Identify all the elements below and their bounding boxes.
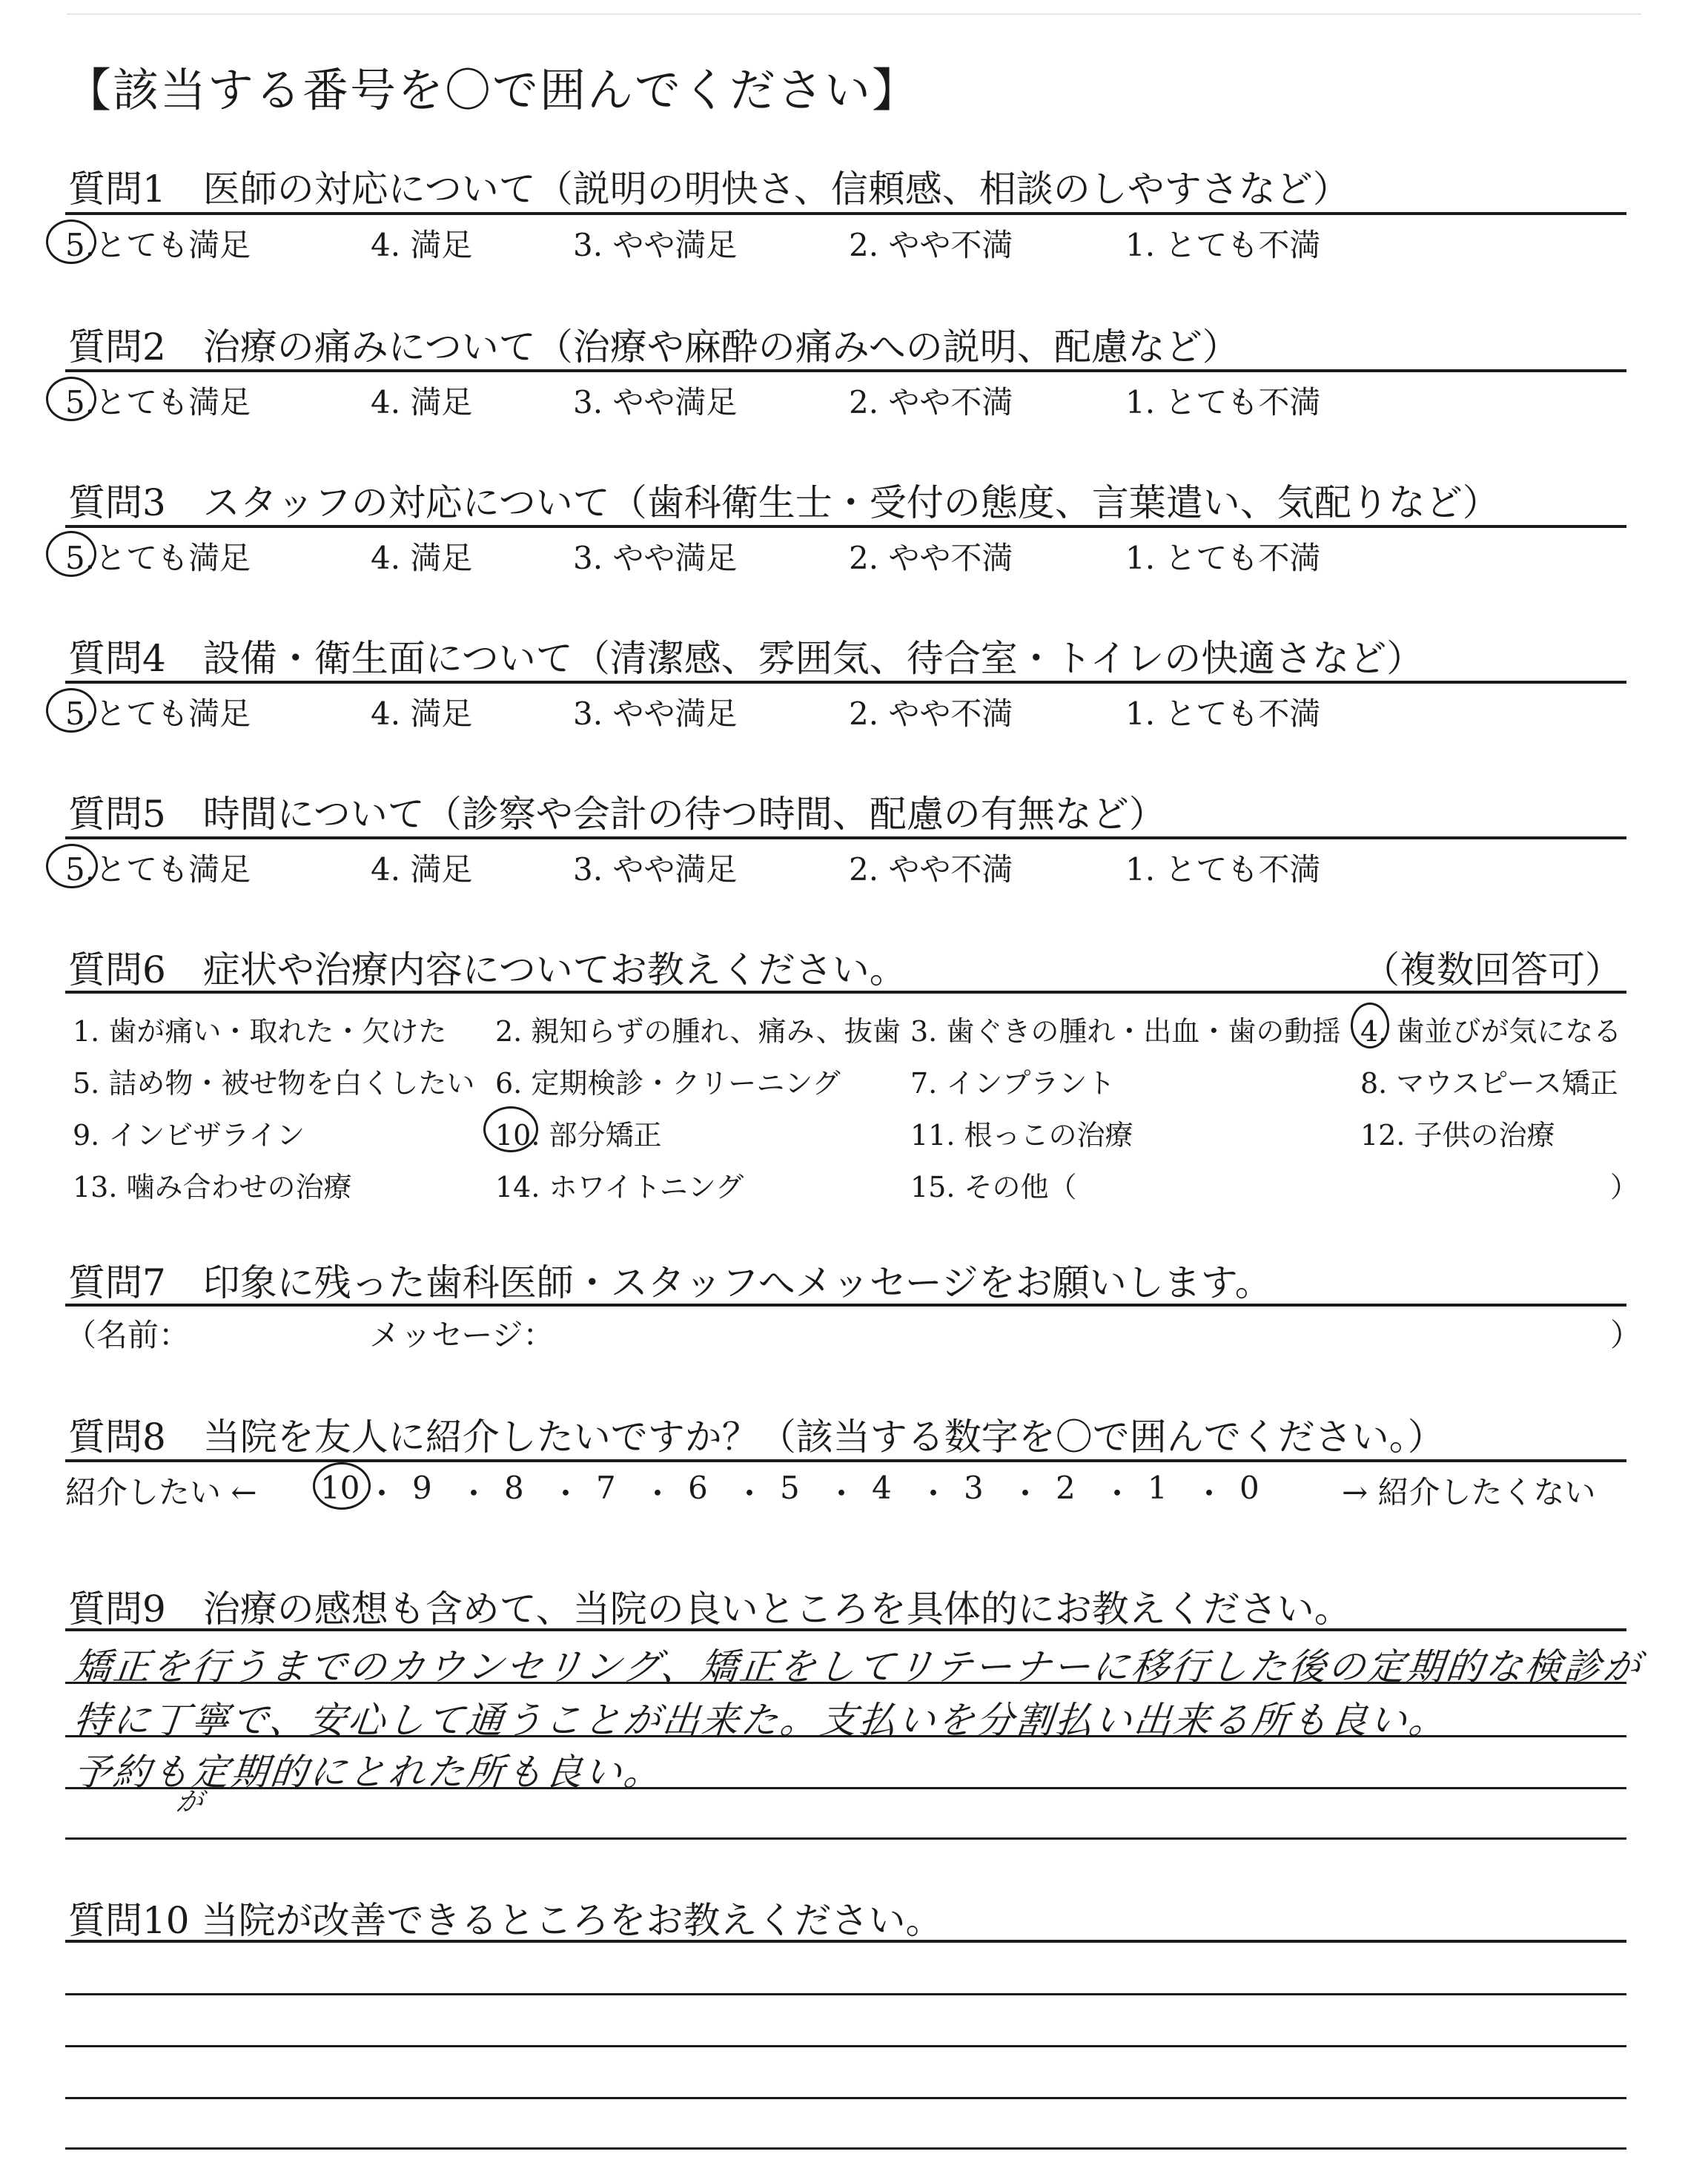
q8-left-label: 紹介したい ← <box>65 1474 257 1510</box>
q4-option-5[interactable]: 5.とても満足 <box>65 696 251 732</box>
q1-rule <box>65 212 1626 215</box>
q10-rule-1 <box>65 1940 1626 1943</box>
q8-scale-6[interactable]: 6 <box>688 1470 708 1506</box>
q8-scale-1[interactable]: 1 <box>1148 1470 1168 1506</box>
q1-title: 質問1 医師の対応について（説明の明快さ、信頼感、相談のしやすさなど） <box>68 168 1350 211</box>
q7-title: 質問7 印象に残った歯科医師・スタッフへメッセージをお願いします。 <box>68 1261 1272 1304</box>
q8-scale-separator: ・ <box>734 1476 766 1512</box>
q2-option-3[interactable]: 3. やや満足 <box>573 384 738 420</box>
q2-option-4[interactable]: 4. 満足 <box>371 384 473 420</box>
scan-top-edge <box>67 13 1641 15</box>
q8-scale-5[interactable]: 5 <box>780 1470 800 1506</box>
q10-rule-2 <box>65 1993 1626 1995</box>
q10-rule-4 <box>65 2097 1626 2099</box>
q6-option-6[interactable]: 6. 定期検診・クリーニング <box>495 1067 841 1100</box>
q6-option-15[interactable]: 15. その他（ <box>910 1171 1077 1203</box>
q6-option-5[interactable]: 5. 詰め物・被せ物を白くしたい <box>73 1067 475 1100</box>
q8-scale-separator: ・ <box>550 1476 582 1512</box>
q10-rule-3 <box>65 2045 1626 2047</box>
q6-option-12[interactable]: 12. 子供の治療 <box>1360 1119 1555 1152</box>
q6-selection-circle-10 <box>483 1106 538 1152</box>
q6-rule <box>65 991 1626 994</box>
q7-message-label: メッセージ： <box>369 1317 555 1353</box>
q1-option-5[interactable]: 5.とても満足 <box>65 227 251 263</box>
q9-title: 質問9 治療の感想も含めて、当院の良いところを具体的にお教えください。 <box>68 1588 1351 1631</box>
q8-scale-8[interactable]: 8 <box>504 1470 524 1506</box>
q9-answer-line-3: 予約も定期的にとれた所も良い。 <box>71 1751 666 1794</box>
q6-option-1[interactable]: 1. 歯が痛い・取れた・欠けた <box>73 1015 447 1048</box>
q4-selection-circle <box>46 688 96 733</box>
q2-option-5[interactable]: 5.とても満足 <box>65 384 251 420</box>
q8-scale-7[interactable]: 7 <box>596 1470 616 1506</box>
q2-title: 質問2 治療の痛みについて（治療や麻酔の痛みへの説明、配慮など） <box>68 326 1239 369</box>
q8-scale-separator: ・ <box>826 1476 858 1512</box>
q5-rule <box>65 836 1626 839</box>
q8-title: 質問8 当院を友人に紹介したいですか？（該当する数字を〇で囲んでください。） <box>68 1416 1445 1459</box>
q8-scale-2[interactable]: 2 <box>1056 1470 1076 1506</box>
q8-selection-circle <box>313 1462 371 1510</box>
q3-selection-circle <box>46 531 96 577</box>
q8-scale-separator: ・ <box>918 1476 950 1512</box>
q5-option-2[interactable]: 2. やや不満 <box>849 851 1013 888</box>
q6-option-4[interactable]: 4. 歯並びが気になる <box>1360 1015 1622 1048</box>
q6-option-13[interactable]: 13. 噛み合わせの治療 <box>73 1171 352 1203</box>
q10-title: 質問10 当院が改善できるところをお教えください。 <box>68 1899 943 1942</box>
q1-option-1[interactable]: 1. とても不満 <box>1125 227 1321 263</box>
q8-scale-10[interactable]: 10 <box>320 1470 360 1506</box>
q1-selection-circle <box>46 219 96 264</box>
q8-scale-separator: ・ <box>1102 1476 1133 1512</box>
q5-option-1[interactable]: 1. とても不満 <box>1125 851 1321 888</box>
q7-name-label: （名前： <box>65 1317 191 1353</box>
q3-option-1[interactable]: 1. とても不満 <box>1125 540 1321 576</box>
q6-option-11[interactable]: 11. 根っこの治療 <box>910 1119 1133 1152</box>
instruction-header: 【該当する番号を〇で囲んでください】 <box>65 63 920 117</box>
q8-scale-separator: ・ <box>458 1476 490 1512</box>
q1-option-4[interactable]: 4. 満足 <box>371 227 473 263</box>
q9-correction: が <box>174 1787 207 1817</box>
q6-option-15-close: ） <box>1610 1171 1639 1203</box>
q8-scale-separator: ・ <box>366 1476 398 1512</box>
q3-option-4[interactable]: 4. 満足 <box>371 540 473 576</box>
q3-rule <box>65 525 1626 528</box>
q3-option-2[interactable]: 2. やや不満 <box>849 540 1013 576</box>
q2-option-2[interactable]: 2. やや不満 <box>849 384 1013 420</box>
q2-rule <box>65 369 1626 372</box>
q4-option-1[interactable]: 1. とても不満 <box>1125 696 1321 732</box>
q5-title: 質問5 時間について（診察や会計の待つ時間、配慮の有無など） <box>68 793 1166 836</box>
q1-option-3[interactable]: 3. やや満足 <box>573 227 738 263</box>
q9-answer-line-1: 矯正を行うまでのカウンセリング、矯正をしてリテーナーに移行した後の定期的な検診が <box>71 1645 1645 1688</box>
q4-option-4[interactable]: 4. 満足 <box>371 696 473 732</box>
q6-option-8[interactable]: 8. マウスピース矯正 <box>1360 1067 1618 1100</box>
q8-scale-separator: ・ <box>1010 1476 1042 1512</box>
q2-selection-circle <box>46 377 96 421</box>
q4-option-2[interactable]: 2. やや不満 <box>849 696 1013 732</box>
q6-option-9[interactable]: 9. インビザライン <box>73 1119 305 1152</box>
q6-option-10[interactable]: 10. 部分矯正 <box>495 1119 662 1152</box>
q8-right-label: → 紹介したくない <box>1342 1474 1596 1510</box>
q2-option-1[interactable]: 1. とても不満 <box>1125 384 1321 420</box>
q8-scale-separator: ・ <box>1194 1476 1225 1512</box>
q8-scale-separator: ・ <box>642 1476 674 1512</box>
q3-title: 質問3 スタッフの対応について（歯科衛生士・受付の態度、言葉遣い、気配りなど） <box>68 481 1500 524</box>
q9-rule-5 <box>65 1837 1626 1840</box>
q8-rule <box>65 1459 1626 1462</box>
q1-option-2[interactable]: 2. やや不満 <box>849 227 1013 263</box>
q6-note: （複数回答可） <box>1363 948 1622 991</box>
q9-rule-1 <box>65 1628 1626 1631</box>
q8-scale-0[interactable]: 0 <box>1239 1470 1260 1506</box>
q4-option-3[interactable]: 3. やや満足 <box>573 696 738 732</box>
q7-rule <box>65 1304 1626 1307</box>
q9-answer-line-2: 特に丁寧で、安心して通うことが出来た。支払いを分割払い出来る所も良い。 <box>71 1699 1451 1742</box>
q8-scale-9[interactable]: 9 <box>412 1470 432 1506</box>
q5-option-3[interactable]: 3. やや満足 <box>573 851 738 888</box>
q6-title: 質問6 症状や治療内容についてお教えください。 <box>68 948 907 991</box>
q8-scale-3[interactable]: 3 <box>964 1470 984 1506</box>
q6-option-2[interactable]: 2. 親知らずの腫れ、痛み、抜歯 <box>495 1015 901 1048</box>
q5-option-4[interactable]: 4. 満足 <box>371 851 473 888</box>
q5-selection-circle <box>46 844 98 888</box>
q6-option-14[interactable]: 14. ホワイトニング <box>495 1171 744 1203</box>
q6-option-7[interactable]: 7. インプラント <box>910 1067 1116 1100</box>
q8-scale-4[interactable]: 4 <box>872 1470 892 1506</box>
q4-title: 質問4 設備・衛生面について（清潔感、雰囲気、待合室・トイレの快適さなど） <box>68 637 1424 680</box>
q3-option-5[interactable]: 5.とても満足 <box>65 540 251 576</box>
q6-selection-circle-4 <box>1351 1003 1389 1048</box>
q7-close: ） <box>1610 1317 1642 1353</box>
q3-option-3[interactable]: 3. やや満足 <box>573 540 738 576</box>
q10-rule-5 <box>65 2147 1626 2150</box>
q5-option-5[interactable]: 5.とても満足 <box>65 851 251 888</box>
q6-option-3[interactable]: 3. 歯ぐきの腫れ・出血・歯の動揺 <box>910 1015 1341 1048</box>
q4-rule <box>65 681 1626 684</box>
